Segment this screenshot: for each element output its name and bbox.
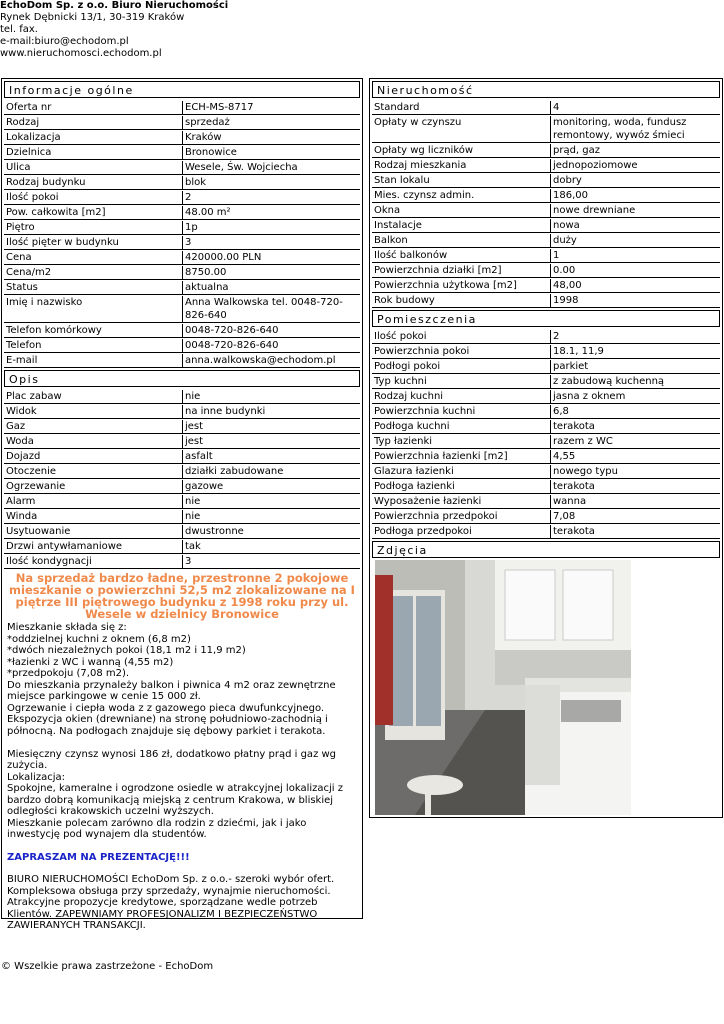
row-value: nowego typu	[550, 465, 720, 479]
row-value: Anna Walkowska tel. 0048-720-826-640	[182, 296, 360, 323]
row-label: Powierzchnia pokoi	[372, 345, 550, 359]
row-value: 186,00	[550, 189, 720, 203]
row-label: Opłaty wg liczników	[372, 144, 550, 158]
row-value: 1p	[182, 221, 360, 235]
row-label: Oferta nr	[4, 101, 182, 115]
table-row	[372, 116, 720, 143]
table-row	[4, 146, 360, 160]
table-row	[372, 249, 720, 263]
table-row	[4, 131, 360, 145]
table-row	[4, 390, 360, 404]
row-label: Cena/m2	[4, 266, 182, 280]
table-row	[4, 450, 360, 464]
row-value: nie	[182, 495, 360, 509]
row-label: Mies. czynsz admin.	[372, 189, 550, 203]
table-row	[372, 480, 720, 494]
opis-section-title: Opis	[4, 370, 360, 387]
table-row	[372, 204, 720, 218]
row-label: Okna	[372, 204, 550, 218]
row-label: Piętro	[4, 221, 182, 235]
table-row	[372, 219, 720, 233]
description	[4, 570, 360, 931]
description-body: Mieszkanie składa się z: *oddzielnej kuchni z oknem (6,8 m2) *dwóch niezależnych pokoi (18,1 m2 i 11,9 m2) *łazienki z WC i wanną (4,55 m2) *przedpokoju (7,08 m2). Do mieszkania przynależy balkon i piwnica 4 m2 oraz zewnętrzne miejsce parkingowe w cenie 15 000 zł. Ogrzewanie i ciepła woda z z gazowego pieca dwufunkcyjnego. Ekspozycja okien (drewniane) na stronę południowo-zachodnią i północną. Na podłogach znajduje się dębowy parkiet i terakota. Miesięczny czynsz wynosi 186 zł, dodatkowo płatny prąd i gaz wg zużycia. Lokalizacja: Spokojne, kameralne i ogrodzone osiedle w atrakcyjnej lokalizacji z bardzo dobrą komunikacją miejską z centrum Krakowa, w bliskiej odległości krakowskich uczelni wyższych. Mieszkanie polecam zarówno dla rodzin z dziećmi, jak i jako inwestycję pod wynajem dla studentów.	[7, 622, 343, 840]
table-row	[372, 330, 720, 344]
general-section-title: Informacje ogólne	[4, 81, 360, 98]
row-value: jasna z oknem	[550, 390, 720, 404]
row-label: Drzwi antywłamaniowe	[4, 540, 182, 554]
row-label: Alarm	[4, 495, 182, 509]
row-value: nowa	[550, 219, 720, 233]
row-label: Ilość pokoi	[372, 330, 550, 344]
table-row	[372, 435, 720, 449]
row-value: 420000.00 PLN	[182, 251, 360, 265]
row-value: 7,08	[550, 510, 720, 524]
table-row	[372, 294, 720, 308]
row-label: Dojazd	[4, 450, 182, 464]
table-row	[372, 159, 720, 173]
table-row	[4, 495, 360, 509]
property-section	[369, 78, 723, 818]
row-value: wanna	[550, 495, 720, 509]
row-value: 0048-720-826-640	[182, 324, 360, 338]
company-email: e-mail:biuro@echodom.pl	[0, 36, 129, 47]
row-value: 8750.00	[182, 266, 360, 280]
company-phone: tel. fax.	[0, 24, 38, 35]
table-row	[4, 116, 360, 130]
table-row	[372, 450, 720, 464]
row-label: Rok budowy	[372, 294, 550, 308]
row-value: nowe drewniane	[550, 204, 720, 218]
row-label: Podłoga łazienki	[372, 480, 550, 494]
row-value: z zabudową kuchenną	[550, 375, 720, 389]
row-label: Powierzchnia użytkowa [m2]	[372, 279, 550, 293]
row-label: Lokalizacja	[4, 131, 182, 145]
row-label: Standard	[372, 101, 550, 115]
table-row	[4, 236, 360, 250]
row-value: 2	[182, 191, 360, 205]
table-row	[372, 525, 720, 539]
row-value: 0.00	[550, 264, 720, 278]
rooms-section-title: Pomieszczenia	[372, 310, 720, 327]
row-value: ECH-MS-8717	[182, 101, 360, 115]
footer-copyright: © Wszelkie prawa zastrzeżone - EchoDom	[1, 961, 214, 972]
table-row	[372, 360, 720, 374]
row-label: Ogrzewanie	[4, 480, 182, 494]
row-value: terakota	[550, 420, 720, 434]
row-label: Podłoga przedpokoi	[372, 525, 550, 539]
row-value: 18.1, 11,9	[550, 345, 720, 359]
table-row	[4, 480, 360, 494]
table-row	[372, 174, 720, 188]
row-label: Powierzchnia łazienki [m2]	[372, 450, 550, 464]
row-value: duży	[550, 234, 720, 248]
row-value: 0048-720-826-640	[182, 339, 360, 353]
table-row	[372, 420, 720, 434]
row-value: 3	[182, 555, 360, 569]
row-value: Kraków	[182, 131, 360, 145]
table-row	[4, 221, 360, 235]
row-value: 48,00	[550, 279, 720, 293]
table-row	[4, 281, 360, 295]
row-label: Glazura łazienki	[372, 465, 550, 479]
row-label: Woda	[4, 435, 182, 449]
opis-table	[4, 389, 360, 570]
table-row	[4, 555, 360, 569]
table-row	[4, 420, 360, 434]
row-label: Typ kuchni	[372, 375, 550, 389]
row-value: monitoring, woda, fundusz remontowy, wywóz śmieci	[550, 116, 720, 143]
row-label: Gaz	[4, 420, 182, 434]
row-label: Wyposażenie łazienki	[372, 495, 550, 509]
row-value: sprzedaż	[182, 116, 360, 130]
table-row	[372, 189, 720, 203]
row-value: terakota	[550, 480, 720, 494]
description-lead: Na sprzedaż bardzo ładne, przestronne 2 pokojowe mieszkanie o powierzchni 52,5 m2 zlokalizowane na I piętrze III piętrowego budynku z 1998 roku przy ul. Wesele w dzielnicy Bronowice	[9, 571, 355, 621]
row-label: Rodzaj budynku	[4, 176, 182, 190]
row-label: Widok	[4, 405, 182, 419]
company-address: Rynek Dębnicki 13/1, 30-319 Kraków	[0, 12, 185, 23]
table-row	[4, 435, 360, 449]
row-value: 4	[550, 101, 720, 115]
table-row	[4, 161, 360, 175]
row-label: Pow. całkowita [m2]	[4, 206, 182, 220]
row-value: 1	[550, 249, 720, 263]
table-row	[4, 465, 360, 479]
rooms-table	[372, 329, 720, 540]
table-row	[4, 324, 360, 338]
row-label: Otoczenie	[4, 465, 182, 479]
row-label: Telefon komórkowy	[4, 324, 182, 338]
row-value: nie	[182, 390, 360, 404]
table-row	[4, 251, 360, 265]
row-label: Instalacje	[372, 219, 550, 233]
row-value: działki zabudowane	[182, 465, 360, 479]
table-row	[372, 264, 720, 278]
row-label: Balkon	[372, 234, 550, 248]
table-row	[372, 510, 720, 524]
company-header	[0, 0, 228, 60]
row-value: 1998	[550, 294, 720, 308]
row-value: prąd, gaz	[550, 144, 720, 158]
row-value: jednopoziomowe	[550, 159, 720, 173]
row-label: Dzielnica	[4, 146, 182, 160]
table-row	[372, 495, 720, 509]
row-value: 3	[182, 236, 360, 250]
row-label: Powierzchnia kuchni	[372, 405, 550, 419]
general-table	[4, 100, 360, 369]
row-label: Rodzaj	[4, 116, 182, 130]
left-column	[1, 78, 363, 931]
table-row	[4, 525, 360, 539]
row-label: Podłogi pokoi	[372, 360, 550, 374]
table-row	[4, 339, 360, 353]
row-value: dobry	[550, 174, 720, 188]
table-row	[372, 345, 720, 359]
row-label: Typ łazienki	[372, 435, 550, 449]
table-row	[4, 101, 360, 115]
row-label: Status	[4, 281, 182, 295]
row-value: asfalt	[182, 450, 360, 464]
kitchen-photo-image	[375, 560, 631, 815]
agency-text: BIURO NIERUCHOMOŚCI EchoDom Sp. z o.o.- szeroki wybór ofert. Kompleksowa obsługa przy sprzedaży, wynajmie nieruchomości. Atrakcyjne propozycje kredytowe, sporządzane wedle potrzeb Klientów. ZAPEWNIAMY PROFESJONALIZM I BEZPIECZEŃSTWO ZAWIERANYCH TRANSAKCJI.	[7, 874, 338, 931]
row-value: na inne budynki	[182, 405, 360, 419]
row-value: 6,8	[550, 405, 720, 419]
row-label: Ulica	[4, 161, 182, 175]
invite-text: ZAPRASZAM NA PREZENTACJĘ!!!	[7, 851, 190, 863]
row-label: Plac zabaw	[4, 390, 182, 404]
table-row	[372, 144, 720, 158]
property-section-title: Nieruchomość	[372, 81, 720, 98]
row-label: Telefon	[4, 339, 182, 353]
table-row	[4, 354, 360, 368]
row-value: jest	[182, 435, 360, 449]
row-label: Winda	[4, 510, 182, 524]
row-value: blok	[182, 176, 360, 190]
row-label: Ilość kondygnacji	[4, 555, 182, 569]
row-value: 48.00 m²	[182, 206, 360, 220]
kitchen-photo[interactable]	[375, 560, 631, 815]
row-value: Bronowice	[182, 146, 360, 160]
table-row	[4, 191, 360, 205]
table-row	[4, 540, 360, 554]
table-row	[372, 465, 720, 479]
table-row	[4, 176, 360, 190]
row-value: anna.walkowska@echodom.pl	[182, 354, 360, 368]
right-column	[369, 78, 723, 818]
table-row	[372, 405, 720, 419]
table-row	[372, 101, 720, 115]
row-label: Opłaty w czynszu	[372, 116, 550, 143]
row-value: 2	[550, 330, 720, 344]
property-table	[372, 100, 720, 309]
general-section	[1, 78, 363, 931]
photos-section-title: Zdjęcia	[372, 541, 720, 558]
row-label: Powierzchnia działki [m2]	[372, 264, 550, 278]
row-label: Imię i nazwisko	[4, 296, 182, 323]
table-row	[4, 206, 360, 220]
table-row	[372, 234, 720, 248]
row-value: gazowe	[182, 480, 360, 494]
company-name: EchoDom Sp. z o.o. Biuro Nieruchomości	[0, 0, 229, 11]
row-value: terakota	[550, 525, 720, 539]
table-row	[372, 390, 720, 404]
table-row	[4, 296, 360, 323]
table-row	[372, 375, 720, 389]
row-label: Cena	[4, 251, 182, 265]
row-label: Stan lokalu	[372, 174, 550, 188]
table-row	[4, 405, 360, 419]
row-value: Wesele, Św. Wojciecha	[182, 161, 360, 175]
row-value: aktualna	[182, 281, 360, 295]
row-label: Powierzchnia przedpokoi	[372, 510, 550, 524]
company-website: www.nieruchomosci.echodom.pl	[0, 48, 162, 59]
table-row	[372, 279, 720, 293]
row-label: Ilość balkonów	[372, 249, 550, 263]
row-value: razem z WC	[550, 435, 720, 449]
row-value: jest	[182, 420, 360, 434]
row-value: nie	[182, 510, 360, 524]
row-label: E-mail	[4, 354, 182, 368]
table-row	[4, 266, 360, 280]
row-label: Usytuowanie	[4, 525, 182, 539]
row-label: Ilość pięter w budynku	[4, 236, 182, 250]
table-row	[4, 510, 360, 524]
row-value: dwustronne	[182, 525, 360, 539]
row-label: Rodzaj mieszkania	[372, 159, 550, 173]
row-label: Podłoga kuchni	[372, 420, 550, 434]
row-value: parkiet	[550, 360, 720, 374]
row-value: 4,55	[550, 450, 720, 464]
row-value: tak	[182, 540, 360, 554]
row-label: Ilość pokoi	[4, 191, 182, 205]
row-label: Rodzaj kuchni	[372, 390, 550, 404]
